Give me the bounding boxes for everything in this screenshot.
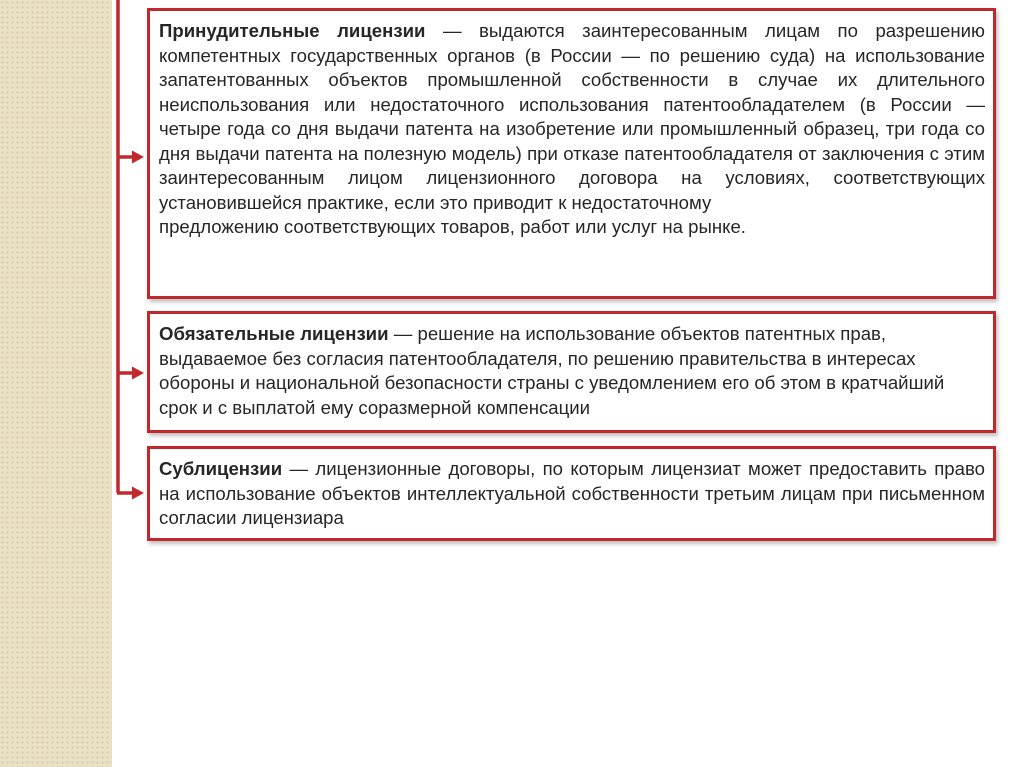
card-2-body: — решение на использование объектов патентных прав, выдаваемое без согласия патентообладателя, по решению правительства в интересах обороны и национальной безопасности страны с уведомлением его об этом в кратчайший срок и с выплатой ему соразмерной компенсации xyxy=(159,323,945,418)
card-1-term: Принудительные лицензии xyxy=(159,20,426,41)
card-sublicenses xyxy=(147,446,996,541)
arrow-to-card-3 xyxy=(117,487,144,500)
card-3-body: — лицензионные договоры, по которым лицензиат может предоставить право на использование объектов интеллектуальной собственности третьим лицам при письменном согласии лицензиара xyxy=(159,458,985,528)
card-2-term: Обязательные лицензии xyxy=(159,323,389,344)
card-1-body: — выдаются заинтересованным лицам по разрешению компетентных государственных органов (в России — по решению суда) на использование запатентованных объектов промышленной собственности в случае их длительного неиспользования или недостаточного использования патентообладателем (в России — четыре года со дня выдачи патента на изобретение или промышленный образец, три года со дня выдачи патента на полезную модель) при отказе патентообладателя от заключения с этим заинтересованным лицом лицензионного договора на условиях, соответствующих установившейся практике, если это приводит к недостаточному xyxy=(159,20,985,213)
card-compulsory-licenses xyxy=(147,8,996,299)
arrow-to-card-2 xyxy=(117,367,144,380)
card-mandatory-licenses xyxy=(147,311,996,433)
card-1-text xyxy=(159,19,985,215)
connector-lines xyxy=(0,0,150,767)
card-1-body-last: предложению соответствующих товаров, работ или услуг на рынке. xyxy=(159,216,746,237)
arrow-to-card-1 xyxy=(117,151,144,164)
card-3-term: Сублицензии xyxy=(159,458,283,479)
